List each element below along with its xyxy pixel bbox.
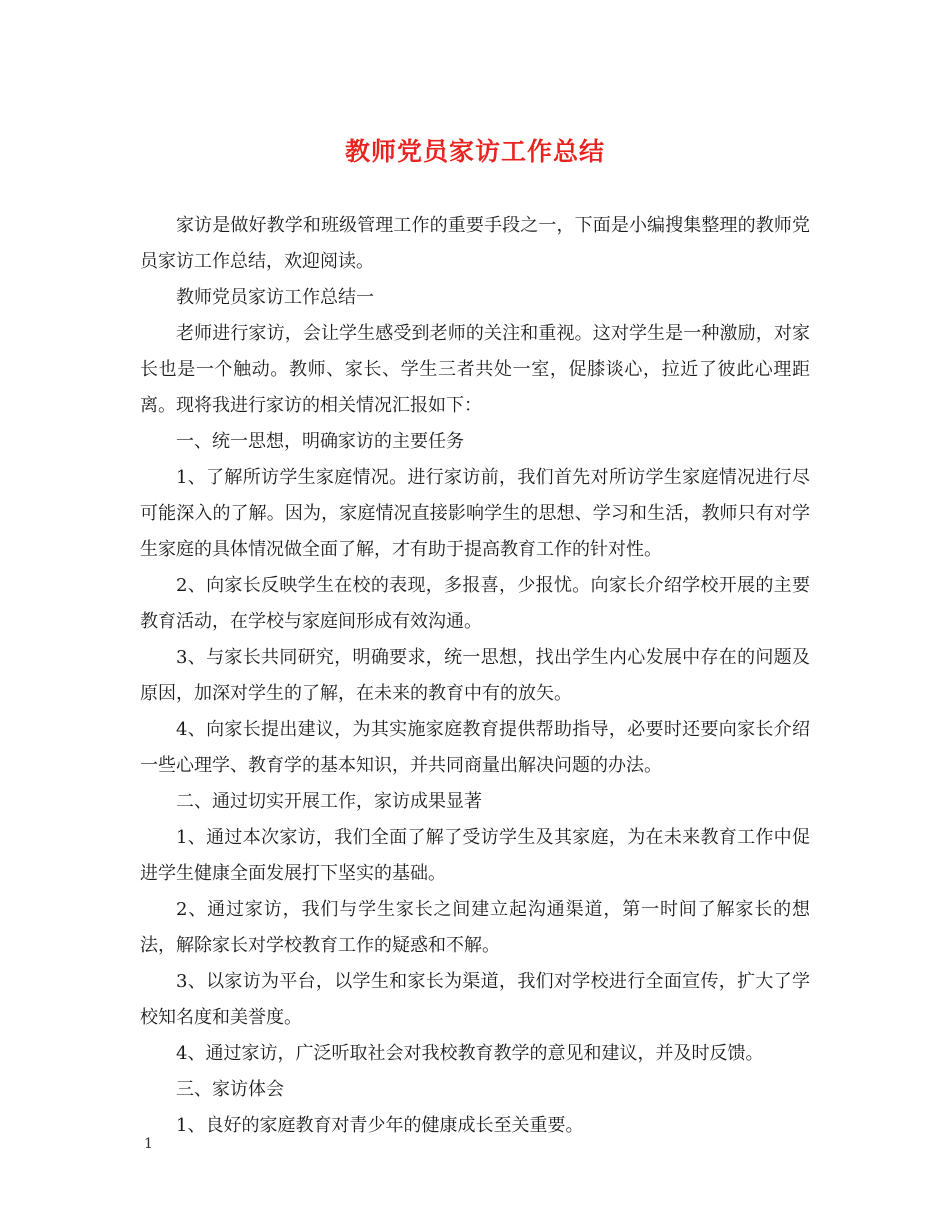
list-item: 1、良好的家庭教育对青少年的健康成长至关重要。 bbox=[176, 1115, 584, 1136]
list-item: 2、向家长反映学生在校的表现，多报喜，少报忧。向家长介绍学校开展的主要教育活动，在学校与家庭间形成有效沟通。 bbox=[140, 575, 810, 632]
list-item: 4、通过家访，广泛听取社会对我校教育教学的意见和建议，并及时反馈。 bbox=[176, 1043, 764, 1064]
paragraph: 老师进行家访，会让学生感受到老师的关注和重视。这对学生是一种激励，对家长也是一个触动。教师、家长、学生三者共处一室，促膝谈心，拉近了彼此心理距离。现将我进行家访的相关情况汇报如下： bbox=[140, 323, 810, 416]
subheading: 二、通过切实开展工作，家访成果显著 bbox=[176, 791, 482, 812]
document-title: 教师党员家访工作总结 bbox=[344, 137, 605, 166]
paragraph-intro: 家访是做好教学和班级管理工作的重要手段之一，下面是小编搜集整理的教师党员家访工作总结，欢迎阅读。 bbox=[140, 215, 810, 272]
subheading: 三、家访体会 bbox=[176, 1079, 284, 1100]
list-item: 4、向家长提出建议，为其实施家庭教育提供帮助指导，必要时还要向家长介绍一些心理学、教育学的基本知识，并共同商量出解决问题的办法。 bbox=[140, 719, 810, 776]
list-item: 3、以家访为平台，以学生和家长为渠道，我们对学校进行全面宣传，扩大了学校知名度和美誉度。 bbox=[140, 971, 810, 1028]
list-item: 3、与家长共同研究，明确要求，统一思想，找出学生内心发展中存在的问题及原因，加深对学生的了解，在未来的教育中有的放矢。 bbox=[140, 647, 810, 704]
subheading: 一、统一思想，明确家访的主要任务 bbox=[176, 431, 464, 452]
section-heading: 教师党员家访工作总结一 bbox=[176, 287, 374, 308]
page-number: 1 bbox=[144, 1136, 153, 1152]
list-item: 2、通过家访，我们与学生家长之间建立起沟通渠道，第一时间了解家长的想法，解除家长对学校教育工作的疑惑和不解。 bbox=[140, 899, 810, 956]
document-body bbox=[140, 208, 810, 1144]
list-item: 1、通过本次家访，我们全面了解了受访学生及其家庭，为在未来教育工作中促进学生健康全面发展打下坚实的基础。 bbox=[140, 827, 810, 884]
list-item: 1、了解所访学生家庭情况。进行家访前，我们首先对所访学生家庭情况进行尽可能深入的了解。因为，家庭情况直接影响学生的思想、学习和生活，教师只有对学生家庭的具体情况做全面了解，才有助于提高教育工作的针对性。 bbox=[140, 467, 810, 560]
